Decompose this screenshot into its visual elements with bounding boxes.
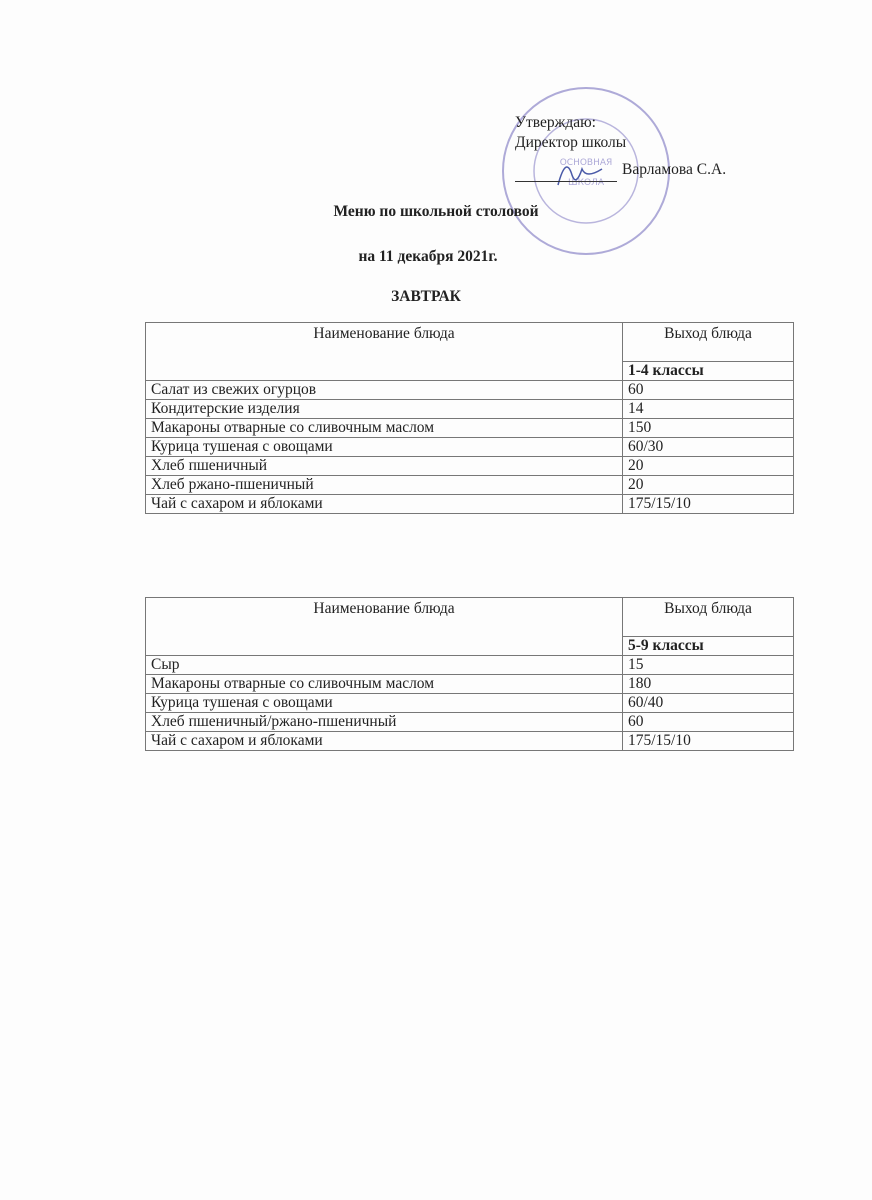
dish-output: 60/30 bbox=[623, 438, 794, 457]
meal-heading: ЗАВТРАК bbox=[391, 288, 461, 305]
approval-position: Директор школы bbox=[515, 134, 627, 151]
dish-name: Макароны отварные со сливочным маслом bbox=[146, 675, 623, 694]
svg-text:ОСНОВНАЯ: ОСНОВНАЯ bbox=[559, 158, 613, 168]
header-group: 1-4 классы bbox=[623, 362, 794, 381]
table-row bbox=[146, 438, 794, 457]
header-dish-name: Наименование блюда bbox=[146, 598, 623, 656]
dish-output: 20 bbox=[623, 457, 794, 476]
header-dish-name: Наименование блюда bbox=[146, 323, 623, 381]
header-output: Выход блюда bbox=[623, 598, 794, 637]
menu-table-1-4 bbox=[145, 322, 794, 514]
dish-output: 15 bbox=[623, 656, 794, 675]
dish-name: Салат из свежих огурцов bbox=[146, 381, 623, 400]
document-title: Меню по школьной столовой bbox=[333, 203, 539, 220]
table-row bbox=[146, 713, 794, 732]
table-row bbox=[146, 732, 794, 751]
dish-output: 60 bbox=[623, 381, 794, 400]
signature-line bbox=[515, 181, 617, 182]
approval-name: Варламова С.А. bbox=[622, 161, 727, 178]
dish-name: Курица тушеная с овощами bbox=[146, 694, 623, 713]
dish-name: Хлеб ржано-пшеничный bbox=[146, 476, 623, 495]
table-row bbox=[146, 381, 794, 400]
table-row bbox=[146, 495, 794, 514]
approval-label: Утверждаю: bbox=[515, 114, 596, 131]
table-row bbox=[146, 476, 794, 495]
dish-output: 175/15/10 bbox=[623, 732, 794, 751]
table-row bbox=[146, 694, 794, 713]
table-row bbox=[146, 419, 794, 438]
header-group: 5-9 классы bbox=[623, 637, 794, 656]
dish-name: Курица тушеная с овощами bbox=[146, 438, 623, 457]
dish-output: 20 bbox=[623, 476, 794, 495]
dish-output: 175/15/10 bbox=[623, 495, 794, 514]
svg-text:ШКОЛА: ШКОЛА bbox=[567, 178, 605, 188]
table-row bbox=[146, 675, 794, 694]
dish-name: Чай с сахаром и яблоками bbox=[146, 732, 623, 751]
dish-output: 60/40 bbox=[623, 694, 794, 713]
dish-name: Сыр bbox=[146, 656, 623, 675]
menu-table-5-9 bbox=[145, 597, 794, 751]
dish-output: 180 bbox=[623, 675, 794, 694]
document-date: на 11 декабря 2021г. bbox=[358, 248, 498, 265]
header-output: Выход блюда bbox=[623, 323, 794, 362]
dish-name: Макароны отварные со сливочным маслом bbox=[146, 419, 623, 438]
table-row bbox=[146, 656, 794, 675]
dish-output: 150 bbox=[623, 419, 794, 438]
dish-output: 14 bbox=[623, 400, 794, 419]
dish-output: 60 bbox=[623, 713, 794, 732]
table-row bbox=[146, 400, 794, 419]
dish-name: Хлеб пшеничный bbox=[146, 457, 623, 476]
dish-name: Кондитерские изделия bbox=[146, 400, 623, 419]
dish-name: Чай с сахаром и яблоками bbox=[146, 495, 623, 514]
dish-name: Хлеб пшеничный/ржано-пшеничный bbox=[146, 713, 623, 732]
table-row bbox=[146, 457, 794, 476]
